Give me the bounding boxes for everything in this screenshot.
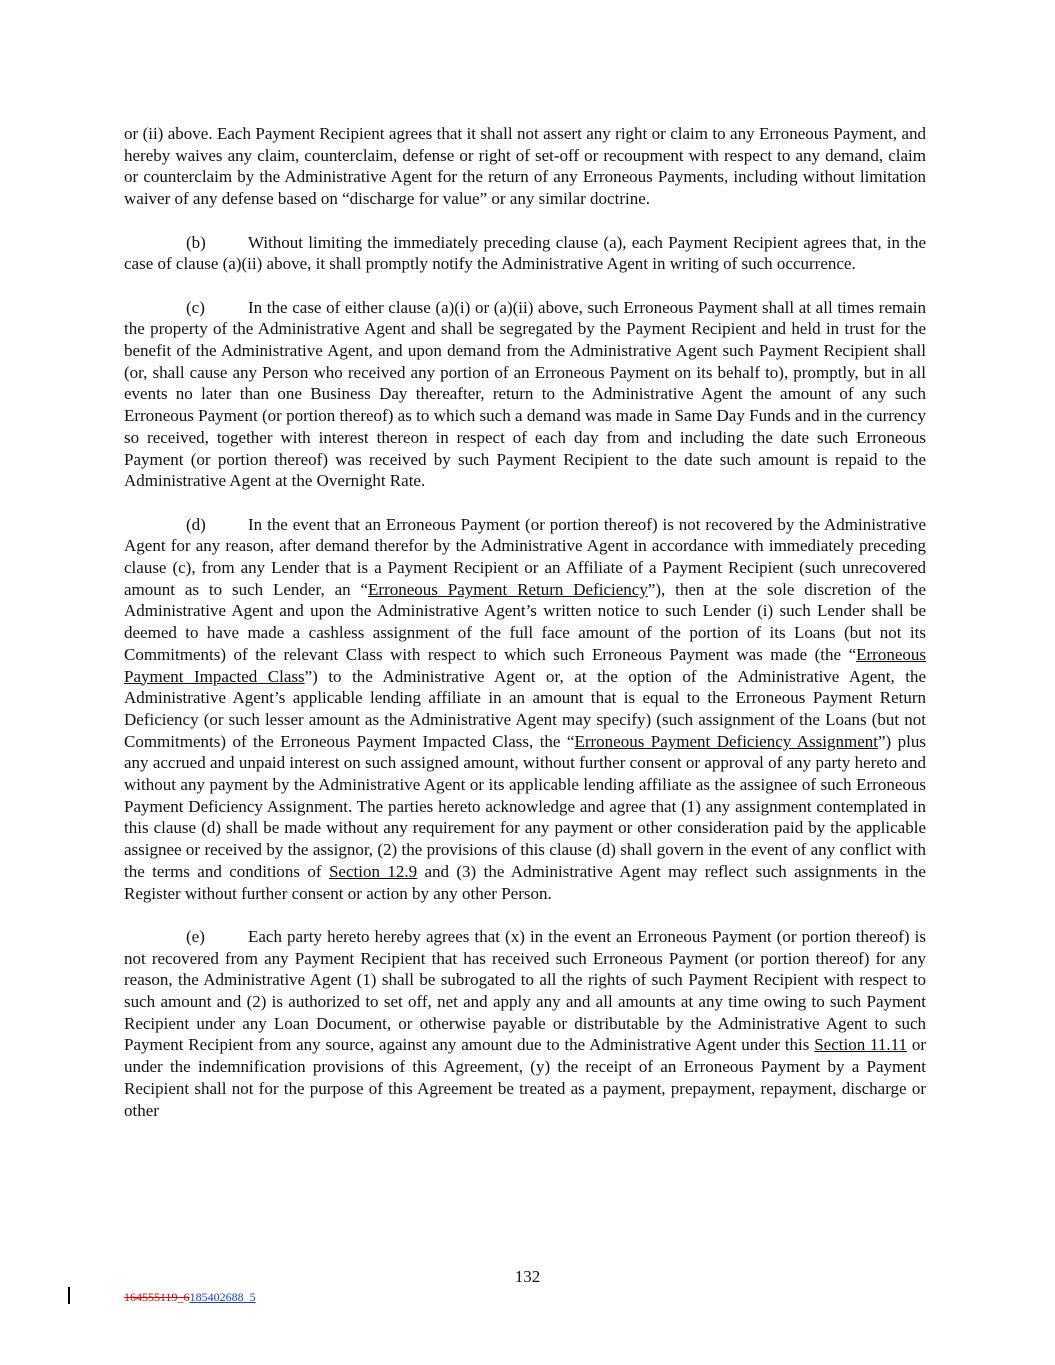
page-number: 132 [514,1267,541,1286]
clause-c-label: (c) [186,297,205,317]
clause-d-text-2: ”), then at the sole discretion of the Administrative Agent and upon the Administrative Agent’s written notice to such Lender (i) such Lender shall be deemed to have made a cashless assignment of the full face amount of the portion of its Loans (but not its Commitments) of the relevant Class with respect to which such Erroneous Payment was made (the “ [124,579,926,664]
clause-b [124,232,926,275]
clause-e [124,926,926,1121]
clause-d-label: (d) [186,514,206,534]
revision-change-bar [68,1287,70,1304]
document-id-inserted: 185402688_5 [189,1290,256,1304]
document-body [124,123,926,1143]
paragraph-continuation: or (ii) above. Each Payment Recipient agrees that it shall not assert any right or claim to any Erroneous Payment, and hereby waives any claim, counterclaim, defense or right of set-off or recoupment with respect to any demand, claim or counterclaim by the Administrative Agent for the return of any Erroneous Payments, including without limitation waiver of any defense based on “discharge for value” or any similar doctrine. [124,124,926,209]
clause-e-label: (e) [186,926,205,946]
clause-b-text: Without limiting the immediately preceding clause (a), each Payment Recipient agrees that, in the case of clause (a)(ii) above, it shall promptly notify the Administrative Agent in writing of such occurrence. [124,232,926,274]
document-id-deleted: 164555119_6 [124,1290,190,1304]
clause-d-text-1: In the event that an Erroneous Payment (or portion thereof) is not recovered by the Administrative Agent for any reason, after demand therefor by the Administrative Agent in accordance with immediately preceding clause (c), from any Lender that is a Payment Recipient or an Affiliate of a Payment Recipient (such unrecovered amount as to such Lender, an “ [124,514,926,599]
clause-d-text-4: ”) plus any accrued and unpaid interest on such assigned amount, without further consent or approval of any party hereto and without any payment by the Administrative Agent or its applicable lending affiliate as the assignee of such Erroneous Payment Deficiency Assignment. The parties hereto acknowledge and agree that (1) any assignment contemplated in this clause (d) shall be made without any requirement for any payment or other consideration paid by the applicable assignee or received by the assignor, (2) the provisions of this clause (d) shall govern in the event of any conflict with the terms and conditions of [124,731,927,881]
document-id [124,1290,256,1305]
defined-term-impacted-class: Erroneous Payment Impacted Class [124,644,926,686]
clause-e-text-2: or under the indemnification provisions of this Agreement, (y) the receipt of an Erroneous Payment by a Payment Recipient shall not for the purpose of this Agreement be treated as a payment, prepayment, repayment, discharge or other [124,1035,926,1120]
clause-d [124,514,926,905]
section-11-11-reference: Section 11.11 [814,1035,908,1055]
section-12-9-reference: Section 12.9 [328,861,418,881]
defined-term-deficiency-assignment: Erroneous Payment Deficiency Assignment [574,731,879,751]
defined-term-return-deficiency: Erroneous Payment Return Deficiency [368,579,648,599]
clause-c-text: In the case of either clause (a)(i) or (a)(ii) above, such Erroneous Payment shall at all times remain the property of the Administrative Agent and shall be segregated by the Payment Recipient and held in trust for the benefit of the Administrative Agent, and upon demand from the Administrative Agent such Payment Recipient shall (or, shall cause any Person who received any portion of an Erroneous Payment on its behalf to), promptly, but in all events no later than one Business Day thereafter, return to the Administrative Agent the amount of any such Erroneous Payment (or portion thereof) as to which such a demand was made in Same Day Funds and in the currency so received, together with interest thereon in respect of each day from and including the date such Erroneous Payment (or portion thereof) was received by such Payment Recipient to the date such amount is repaid to the Administrative Agent at the Overnight Rate. [124,297,926,491]
clause-d-text-3: ”) to the Administrative Agent or, at the option of the Administrative Agent, the Administrative Agent’s applicable lending affiliate in an amount that is equal to the Erroneous Payment Return Deficiency (or such lesser amount as the Administrative Agent may specify) (such assignment of the Loans (but not Commitments) of the Erroneous Payment Impacted Class, the “ [124,666,926,751]
clause-e-text-1: Each party hereto hereby agrees that (x) in the event an Erroneous Payment (or portion thereof) is not recovered from any Payment Recipient that has received such Erroneous Payment (or portion thereof) for any reason, the Administrative Agent (1) shall be subrogated to all the rights of such Payment Recipient with respect to such amount and (2) is authorized to set off, net and apply any and all amounts at any time owing to such Payment Recipient under any Loan Document, or otherwise payable or distributable by the Administrative Agent to such Payment Recipient from any source, against any amount due to the Administrative Agent under this [124,926,926,1055]
clause-d-text-5: and (3) the Administrative Agent may reflect such assignments in the Register without further consent or action by any other Person. [124,861,926,903]
clause-c [124,297,926,492]
clause-b-label: (b) [186,232,206,252]
